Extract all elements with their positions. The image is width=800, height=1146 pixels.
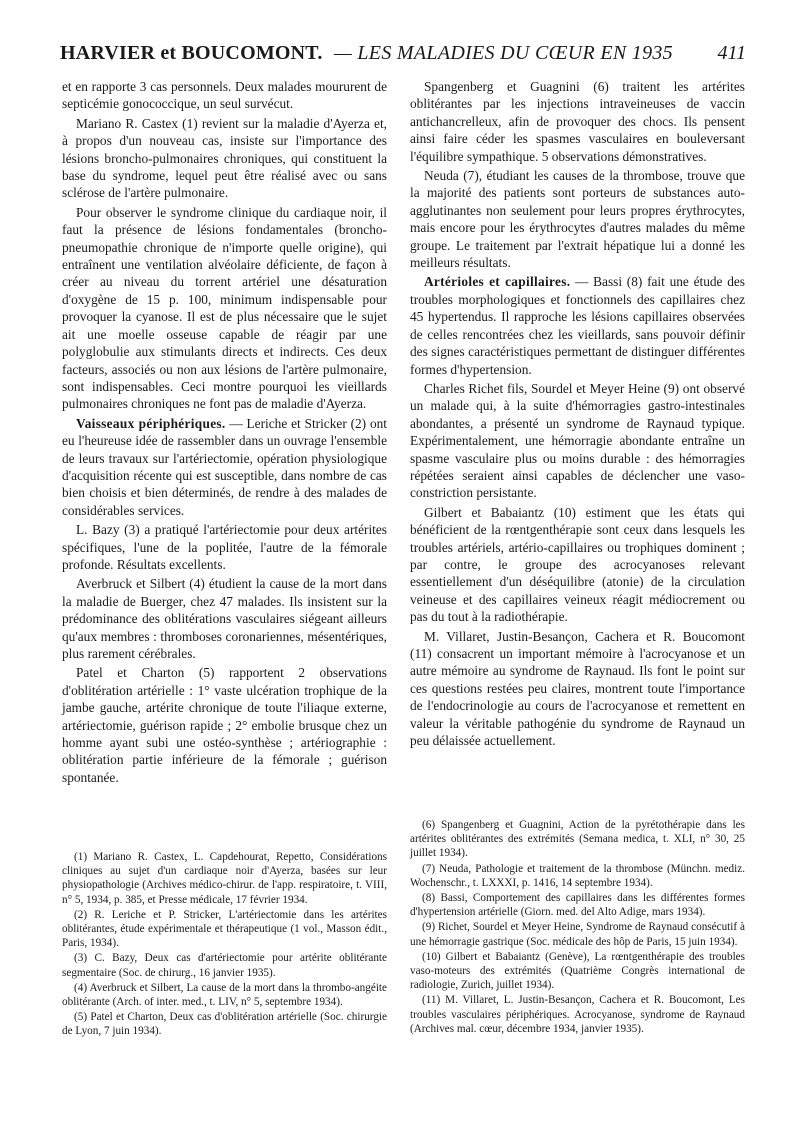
- header-authors: HARVIER et BOUCOMONT.: [60, 42, 323, 64]
- paragraph: Artérioles et capillaires. — Bassi (8) fait une étude des troubles morphologiques et fonctionnels des capillaires chez 45 hypertendus. Il rapproche les lésions capillaires observées de celles rencontrées chez les vieillards, sans pouvoir définir des signes caractéristiques permettant de distinguer différentes formes d'hypertension.: [410, 274, 745, 377]
- paragraph: Averbruck et Silbert (4) étudient la cause de la mort dans la maladie de Buerger, chez 47 malades. Ils insistent sur la prédominance des oblitérations vasculaires siégeant ailleurs qu'aux membres : thromboses coronariennes, mésentériques, plus rarement cérébrales.: [62, 576, 387, 661]
- paragraph: Vaisseaux périphériques. — Leriche et Stricker (2) ont eu l'heureuse idée de rassembler dans un ouvrage l'ensemble de leurs travaux sur l'artériectomie, opération physiologique d'acquisition récente qui est susceptible, dans nombre de cas bien choisis et bien déterminés, de rendre à des malades de considérables services.: [62, 415, 387, 518]
- footnotes-right: [410, 818, 745, 1036]
- footnote: (9) Richet, Sourdel et Meyer Heine, Syndrome de Raynaud consécutif à une hémorragie gastrique (Soc. médicale des hôp de Paris, 15 juin 1934).: [410, 921, 745, 948]
- paragraph: Spangenberg et Guagnini (6) traitent les artérites oblitérantes par les injections intraveineuses de vaccin antichancrelleux, afin de provoquer des chocs. Ils pensent ainsi faire céder les spasmes vasculaires en bouleversant l'équilibre sympathique. 5 observations démonstratives.: [410, 79, 745, 164]
- paragraph: et en rapporte 3 cas personnels. Deux malades moururent de septicémie gonococcique, un seul survécut.: [62, 79, 387, 112]
- section-heading: Artérioles et capillaires.: [424, 274, 571, 290]
- footnote: (5) Patel et Charton, Deux cas d'oblitération artérielle (Soc. chirurgie de Lyon, 7 juin 1934).: [62, 1011, 387, 1038]
- header-title: — LES MALADIES DU CŒUR EN 1935: [334, 42, 673, 64]
- footnote: (4) Averbruck et Silbert, La cause de la mort dans la thrombo-angéite oblitérante (Arch. of inter. med., t. LIV, n° 5, septembre 1934).: [62, 981, 387, 1009]
- footnote: (11) M. Villaret, L. Justin-Besançon, Cachera et R. Boucomont, Les troubles vasculaires périphériques. Acrocyanose, syndrome de Raynaud (Archives mal. cœur, décembre 1934, janvier 1935).: [410, 994, 745, 1035]
- paragraph: Pour observer le syndrome clinique du cardiaque noir, il faut la présence de lésions fondamentales (broncho-pneumopathie chronique de n'importe quelle origine), qui entraînent une ventilation alvéolaire déficiente, de façon à créer au niveau du torrent artériel une désaturation d'oxygène de 15 p. 100, minimum indispensable pour provoquer la cyanose. Il est de plus nécessaire que le sujet ait une moelle osseuse capable de réagir par une polyglobulie aux stimulants directs et indirects. Ces deux facteurs, associés ou non aux lésions de l'artère pulmonaire, sont indispensables. Ceci montre pourquoi les vieillards pulmonaires chroniques ne font pas de maladie d'Ayerza.: [62, 204, 387, 412]
- paragraph: M. Villaret, Justin-Besançon, Cachera et R. Boucomont (11) consacrent un important mémoire à l'acrocyanose et un autre mémoire au syndrome de Raynaud. Ils font le point sur ces questions restées peu claires, montrent toute l'importance de l'endocrinologie au cours de l'acrocyanose et remettent en valeur la véritable pathogénie du syndrome de Raynaud un peu délaissée actuellement.: [410, 628, 745, 749]
- right-column: [410, 78, 745, 749]
- paragraph: L. Bazy (3) a pratiqué l'artériectomie pour deux artérites spécifiques, l'une de la poplitée, l'autre de la fémorale profonde. Résultats excellents.: [62, 522, 387, 572]
- footnote: (6) Spangenberg et Guagnini, Action de la pyrétothérapie dans les artérites oblitérantes des extrémités (Semana medica, t. XLI, n° 30, 25 juillet 1934).: [410, 819, 745, 860]
- paragraph: Neuda (7), étudiant les causes de la thrombose, trouve que la majorité des patients sont porteurs de substances auto-agglutinantes non seulement pour leurs propres érythrocytes, mais encore pour les érythrocytes d'autres malades du même groupe. Le traitement par l'extrait hépatique lui a donné les meilleurs résultats.: [410, 168, 745, 271]
- footnote: (10) Gilbert et Babaiantz (Genève), La rœntgenthérapie des troubles vaso-moteurs des extrémités (Quatrième Congrès international de radiologie, Zurich, juillet 1934).: [410, 950, 745, 992]
- paragraph: Gilbert et Babaiantz (10) estiment que les états qui bénéficient de la rœntgenthérapie sont ceux dans lesquels les troubles artériels, artério-capillaires ou trophiques dominent ; par contre, le groupe des acrocyanoses relevant essentiellement d'un déséquilibre (atonie) de la circulation veineuse et des capillaires veineux réagit médiocrement ou pas du tout à la radiothérapie.: [410, 504, 745, 625]
- section-heading: Vaisseaux périphériques.: [76, 415, 226, 431]
- footnote: (7) Neuda, Pathologie et traitement de la thrombose (Münchn. mediz. Wochenschr., t. LXXXI, p. 1416, 14 septembre 1934).: [410, 862, 745, 889]
- paragraph: Charles Richet fils, Sourdel et Meyer Heine (9) ont observé un malade qui, à la suite d'hémorragies gastro-intestinales abondantes, a présenté un syndrome de Raynaud typique. Expérimentalement, une hémorragie abondante entraîne un spasme vasculaire plus ou moins durable : des hémorragies répétées seraient ainsi capables de déclencher une vaso-constriction persistante.: [410, 380, 745, 501]
- footnote: (8) Bassi, Comportement des capillaires dans les différentes formes d'hypertension artérielle (Giorn. med. del Alto Adige, mars 1934).: [410, 892, 745, 919]
- footnotes-left: [62, 850, 387, 1039]
- paragraph: Mariano R. Castex (1) revient sur la maladie d'Ayerza et, à propos d'un nouveau cas, insiste sur l'importance des lésions broncho-pulmonaires chroniques, qui constituent la base du syndrome, lequel peut être réalisé avec ou sans sclérose de l'artère pulmonaire.: [62, 115, 387, 201]
- left-column: [62, 78, 387, 786]
- footnote: (1) Mariano R. Castex, L. Capdehourat, Repetto, Considérations cliniques au sujet d'un cardiaque noir d'Ayerza, basées sur leur physiopathologie (Archives médico-chirur. de l'app. respiratoire, t. VIII, n° 5, 1934, p. 385, et Presse médicale, 17 février 1934.: [62, 851, 387, 906]
- running-header: [60, 42, 746, 72]
- footnote: (2) R. Leriche et P. Stricker, L'artériectomie dans les artérites oblitérantes, étude expérimentale et thérapeutique (1 vol., Masson édit., Paris, 1934).: [62, 908, 387, 950]
- paragraph: Patel et Charton (5) rapportent 2 observations d'oblitération artérielle : 1° vaste ulcération trophique de la jambe gauche, artérite chronique de toute l'iliaque externe, artériectomie, guérison rapide ; 2° embolie brusque chez un homme ayant subi une ostéo-synthèse ; artériographie : oblitération partie inférieure de la fémorale ; guérison spontanée.: [62, 665, 387, 785]
- footnote: (3) C. Bazy, Deux cas d'artériectomie pour artérite oblitérante segmentaire (Soc. de chirurg., 16 janvier 1935).: [62, 952, 387, 979]
- page-number: 411: [717, 42, 746, 64]
